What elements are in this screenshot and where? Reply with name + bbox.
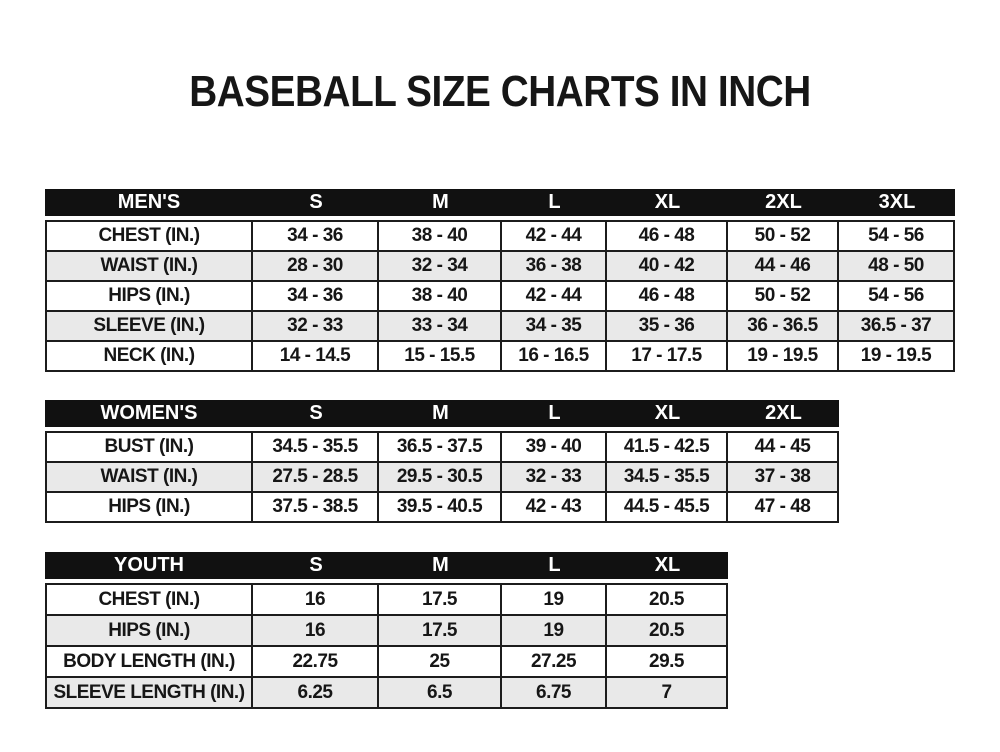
table-title-cell: WOMEN'S — [45, 400, 253, 427]
table-header-row — [45, 189, 955, 216]
size-header-cell: 2XL — [728, 189, 839, 216]
value-cell: 54 - 56 — [839, 222, 955, 252]
value-cell: 34 - 36 — [253, 282, 379, 312]
value-cell: 40 - 42 — [607, 252, 728, 282]
row-label-cell: CHEST (IN.) — [45, 222, 253, 252]
value-cell: 16 — [253, 616, 379, 647]
value-cell: 27.5 - 28.5 — [253, 463, 379, 493]
value-cell: 44.5 - 45.5 — [607, 493, 728, 523]
table-title-cell: YOUTH — [45, 552, 253, 579]
value-cell: 50 - 52 — [728, 282, 839, 312]
value-cell: 36.5 - 37.5 — [379, 433, 502, 463]
value-cell: 38 - 40 — [379, 222, 502, 252]
size-header-cell: 2XL — [728, 400, 839, 427]
size-header-cell: S — [253, 189, 379, 216]
value-cell: 36 - 36.5 — [728, 312, 839, 342]
table-row — [45, 342, 955, 372]
size-header-cell: L — [502, 189, 607, 216]
value-cell: 17.5 — [379, 616, 502, 647]
table-row — [45, 463, 839, 493]
value-cell: 48 - 50 — [839, 252, 955, 282]
table-row — [45, 493, 839, 523]
page-title: BASEBALL SIZE CHARTS IN INCH — [189, 67, 811, 116]
value-cell: 35 - 36 — [607, 312, 728, 342]
value-cell: 20.5 — [607, 585, 728, 616]
row-label-cell: HIPS (IN.) — [45, 282, 253, 312]
table-row — [45, 616, 728, 647]
table-row — [45, 252, 955, 282]
row-label-cell: HIPS (IN.) — [45, 493, 253, 523]
size-header-cell: XL — [607, 400, 728, 427]
value-cell: 32 - 33 — [502, 463, 607, 493]
value-cell: 16 — [253, 585, 379, 616]
value-cell: 37 - 38 — [728, 463, 839, 493]
table-row — [45, 433, 839, 463]
value-cell: 17 - 17.5 — [607, 342, 728, 372]
table-header-row — [45, 552, 728, 579]
value-cell: 44 - 46 — [728, 252, 839, 282]
size-header-cell: M — [379, 189, 502, 216]
value-cell: 37.5 - 38.5 — [253, 493, 379, 523]
value-cell: 34 - 35 — [502, 312, 607, 342]
table-row — [45, 647, 728, 678]
value-cell: 39 - 40 — [502, 433, 607, 463]
value-cell: 38 - 40 — [379, 282, 502, 312]
value-cell: 54 - 56 — [839, 282, 955, 312]
size-header-cell: XL — [607, 189, 728, 216]
row-label-cell: BUST (IN.) — [45, 433, 253, 463]
size-header-cell: 3XL — [839, 189, 955, 216]
value-cell: 19 - 19.5 — [839, 342, 955, 372]
youth-size-chart — [45, 552, 728, 709]
row-label-cell: CHEST (IN.) — [45, 585, 253, 616]
table-body — [45, 431, 839, 523]
row-label-cell: WAIST (IN.) — [45, 463, 253, 493]
value-cell: 6.25 — [253, 678, 379, 709]
row-label-cell: SLEEVE (IN.) — [45, 312, 253, 342]
value-cell: 16 - 16.5 — [502, 342, 607, 372]
mens-size-chart — [45, 189, 955, 372]
size-header-cell: S — [253, 400, 379, 427]
size-header-cell: XL — [607, 552, 728, 579]
table-body — [45, 583, 728, 709]
value-cell: 19 — [502, 616, 607, 647]
value-cell: 27.25 — [502, 647, 607, 678]
table-row — [45, 312, 955, 342]
value-cell: 46 - 48 — [607, 282, 728, 312]
row-label-cell: HIPS (IN.) — [45, 616, 253, 647]
value-cell: 42 - 44 — [502, 282, 607, 312]
value-cell: 6.5 — [379, 678, 502, 709]
row-label-cell: SLEEVE LENGTH (IN.) — [45, 678, 253, 709]
value-cell: 41.5 - 42.5 — [607, 433, 728, 463]
value-cell: 7 — [607, 678, 728, 709]
value-cell: 32 - 34 — [379, 252, 502, 282]
value-cell: 20.5 — [607, 616, 728, 647]
value-cell: 36.5 - 37 — [839, 312, 955, 342]
size-header-cell: S — [253, 552, 379, 579]
row-label-cell: WAIST (IN.) — [45, 252, 253, 282]
row-label-cell: BODY LENGTH (IN.) — [45, 647, 253, 678]
value-cell: 6.75 — [502, 678, 607, 709]
value-cell: 19 — [502, 585, 607, 616]
table-row — [45, 678, 728, 709]
table-body — [45, 220, 955, 372]
value-cell: 42 - 44 — [502, 222, 607, 252]
womens-size-chart — [45, 400, 839, 523]
value-cell: 34.5 - 35.5 — [253, 433, 379, 463]
size-header-cell: M — [379, 552, 502, 579]
value-cell: 33 - 34 — [379, 312, 502, 342]
value-cell: 29.5 — [607, 647, 728, 678]
value-cell: 19 - 19.5 — [728, 342, 839, 372]
value-cell: 34 - 36 — [253, 222, 379, 252]
value-cell: 47 - 48 — [728, 493, 839, 523]
value-cell: 29.5 - 30.5 — [379, 463, 502, 493]
row-label-cell: NECK (IN.) — [45, 342, 253, 372]
size-header-cell: M — [379, 400, 502, 427]
value-cell: 36 - 38 — [502, 252, 607, 282]
value-cell: 14 - 14.5 — [253, 342, 379, 372]
value-cell: 32 - 33 — [253, 312, 379, 342]
value-cell: 46 - 48 — [607, 222, 728, 252]
table-row — [45, 282, 955, 312]
value-cell: 42 - 43 — [502, 493, 607, 523]
table-row — [45, 585, 728, 616]
size-header-cell: L — [502, 400, 607, 427]
value-cell: 25 — [379, 647, 502, 678]
value-cell: 28 - 30 — [253, 252, 379, 282]
value-cell: 44 - 45 — [728, 433, 839, 463]
value-cell: 17.5 — [379, 585, 502, 616]
table-title-cell: MEN'S — [45, 189, 253, 216]
value-cell: 39.5 - 40.5 — [379, 493, 502, 523]
value-cell: 34.5 - 35.5 — [607, 463, 728, 493]
table-row — [45, 222, 955, 252]
value-cell: 15 - 15.5 — [379, 342, 502, 372]
value-cell: 50 - 52 — [728, 222, 839, 252]
size-header-cell: L — [502, 552, 607, 579]
table-header-row — [45, 400, 839, 427]
value-cell: 22.75 — [253, 647, 379, 678]
